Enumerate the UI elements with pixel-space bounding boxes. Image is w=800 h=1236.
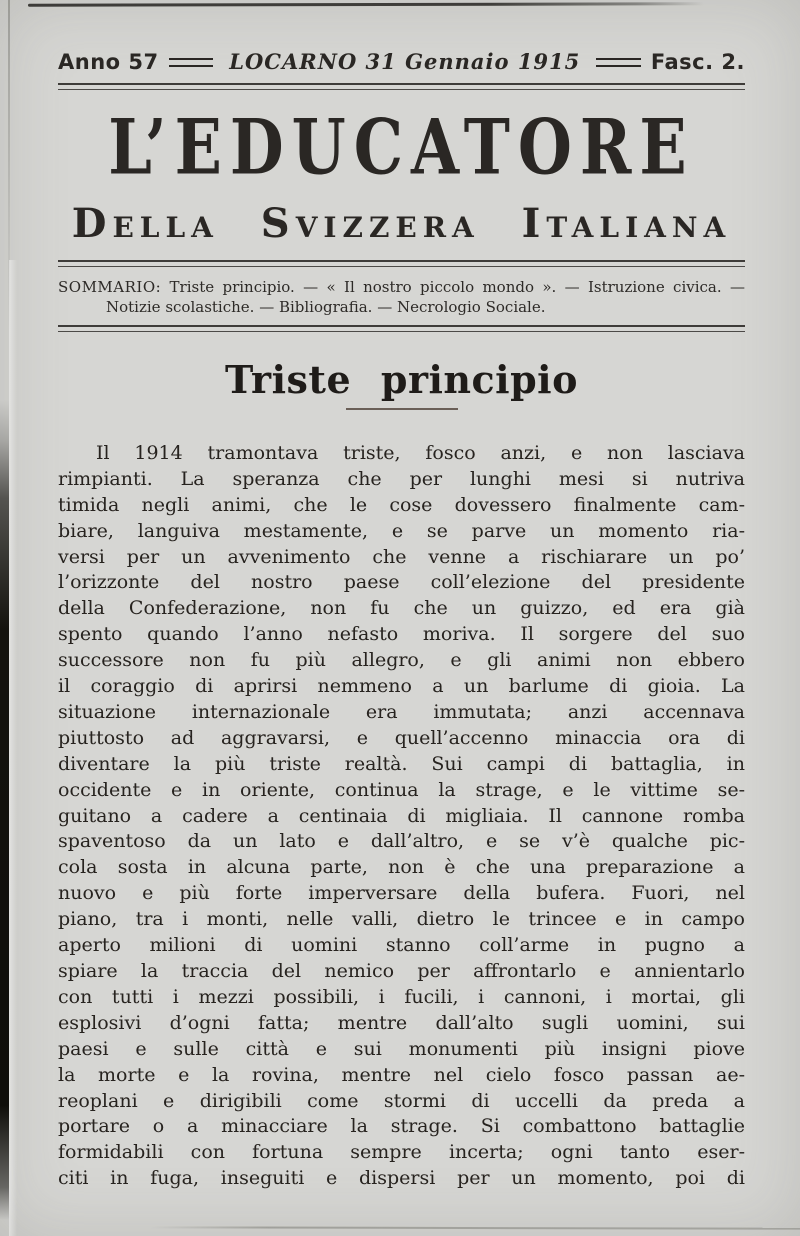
article-text-line: Il 1914 tramontava triste, fosco anzi, e non lasciava	[96, 441, 745, 464]
header-rule-left	[169, 58, 214, 67]
place-date-label: LOCARNO 31 Gennaio 1915	[229, 49, 581, 74]
article-text-line: nuovo e più forte imperversare della bufera. Fuori, nel	[58, 882, 745, 905]
article-text-line: portare o a minacciare la strage. Si combattono battaglie	[58, 1115, 745, 1138]
article-body	[58, 441, 745, 1192]
header-divider-rule	[58, 83, 745, 90]
article-text-line: spaventoso da un lato e dall’altro, e se v’è qualche pic-	[58, 830, 745, 853]
sommario-bottom-rule	[58, 325, 745, 332]
article-text-line: con tutti i mezzi possibili, i fucili, i cannoni, i mortai, gli	[58, 985, 745, 1008]
sommario-top-rule	[58, 260, 745, 267]
article-text-line: spiare la traccia del nemico per affrontarlo e annientarlo	[58, 960, 745, 983]
article-text-line: diventare la più triste realtà. Sui campi di battaglia, in	[58, 752, 745, 775]
edition-label: Anno 57	[58, 49, 159, 74]
article-text-line: successore non fu più allegro, e gli animi non ebbero	[58, 649, 745, 672]
article-text-line: della Confederazione, non fu che un guizzo, ed era già	[58, 597, 745, 620]
scan-bottom-edge-artifact	[150, 1226, 800, 1229]
article-text-line: paesi e sulle città e sui monumenti più insigni piove	[58, 1037, 745, 1060]
article-text-line: guitano a cadere a centinaia di migliaia. Il cannone romba	[58, 804, 745, 827]
sommario-line-2: Notizie scolastiche. — Bibliografia. — Necrologio Sociale.	[106, 298, 546, 316]
article-text-line: il coraggio di aprirsi nemmeno a un barlume di gioia. La	[58, 675, 745, 698]
article-title-underline	[346, 408, 458, 410]
article-text-line: rimpianti. La speranza che per lunghi mesi si nutriva	[58, 467, 745, 490]
masthead-title: L’EDUCATORE	[108, 102, 695, 192]
article-text-line: timida negli animi, che le cose dovessero finalmente cam-	[58, 493, 745, 516]
article-text-line: la morte e la rovina, mentre nel cielo fosco passan ae-	[58, 1063, 745, 1086]
article-text-line: piano, tra i monti, nelle valli, dietro le trincee e in campo	[58, 908, 745, 931]
article-text-line: cola sosta in alcuna parte, non è che una preparazione a	[58, 856, 745, 879]
sommario-block	[58, 277, 745, 317]
scan-left-highlight	[9, 260, 17, 1236]
article-text-line: aperto milioni di uomini stanno coll’arme in pugno a	[58, 934, 745, 957]
sommario-label: SOMMARIO:	[58, 278, 162, 296]
article-text-line: piuttosto ad aggravarsi, e quell’accenno minaccia ora di	[58, 726, 745, 749]
masthead-subtitle: Della Svizzera Italiana	[71, 200, 732, 247]
article-text-line: situazione internazionale era immutata; anzi accennava	[58, 700, 745, 723]
scan-binding-shadow	[0, 400, 9, 1220]
sommario-line-1	[58, 277, 745, 297]
article-text-line: esplosivi d’ogni fatta; mentre dall’alto sugli uomini, sui	[58, 1011, 745, 1034]
article-text-line: spento quando l’anno nefasto moriva. Il sorgere del suo	[58, 623, 745, 646]
header-rule-right	[596, 58, 641, 67]
article-text-line: reoplani e dirigibili come stormi di uccelli da preda a	[58, 1089, 745, 1112]
article-text-line: versi per un avvenimento che venne a rischiarare un po’	[58, 545, 745, 568]
article-text-line: occidente e in oriente, continua la strage, e le vittime se-	[58, 778, 745, 801]
article-text-line: l’orizzonte del nostro paese coll’elezione del presidente	[58, 571, 745, 594]
article-text-line: citi in fuga, inseguiti e dispersi per un momento, poi di	[58, 1167, 745, 1190]
article-title: Triste principio	[225, 357, 578, 402]
issue-label: Fasc. 2.	[650, 49, 746, 74]
article-text-line: formidabili con fortuna sempre incerta; ogni tanto eser-	[58, 1141, 745, 1164]
sommario-items: Triste principio. — « Il nostro piccolo mondo ». — Istruzione civica. —	[169, 278, 745, 296]
page-content	[58, 0, 745, 1192]
journal-header	[58, 49, 745, 74]
article-text-line: biare, languiva mestamente, e se parve un momento ria-	[58, 519, 745, 542]
